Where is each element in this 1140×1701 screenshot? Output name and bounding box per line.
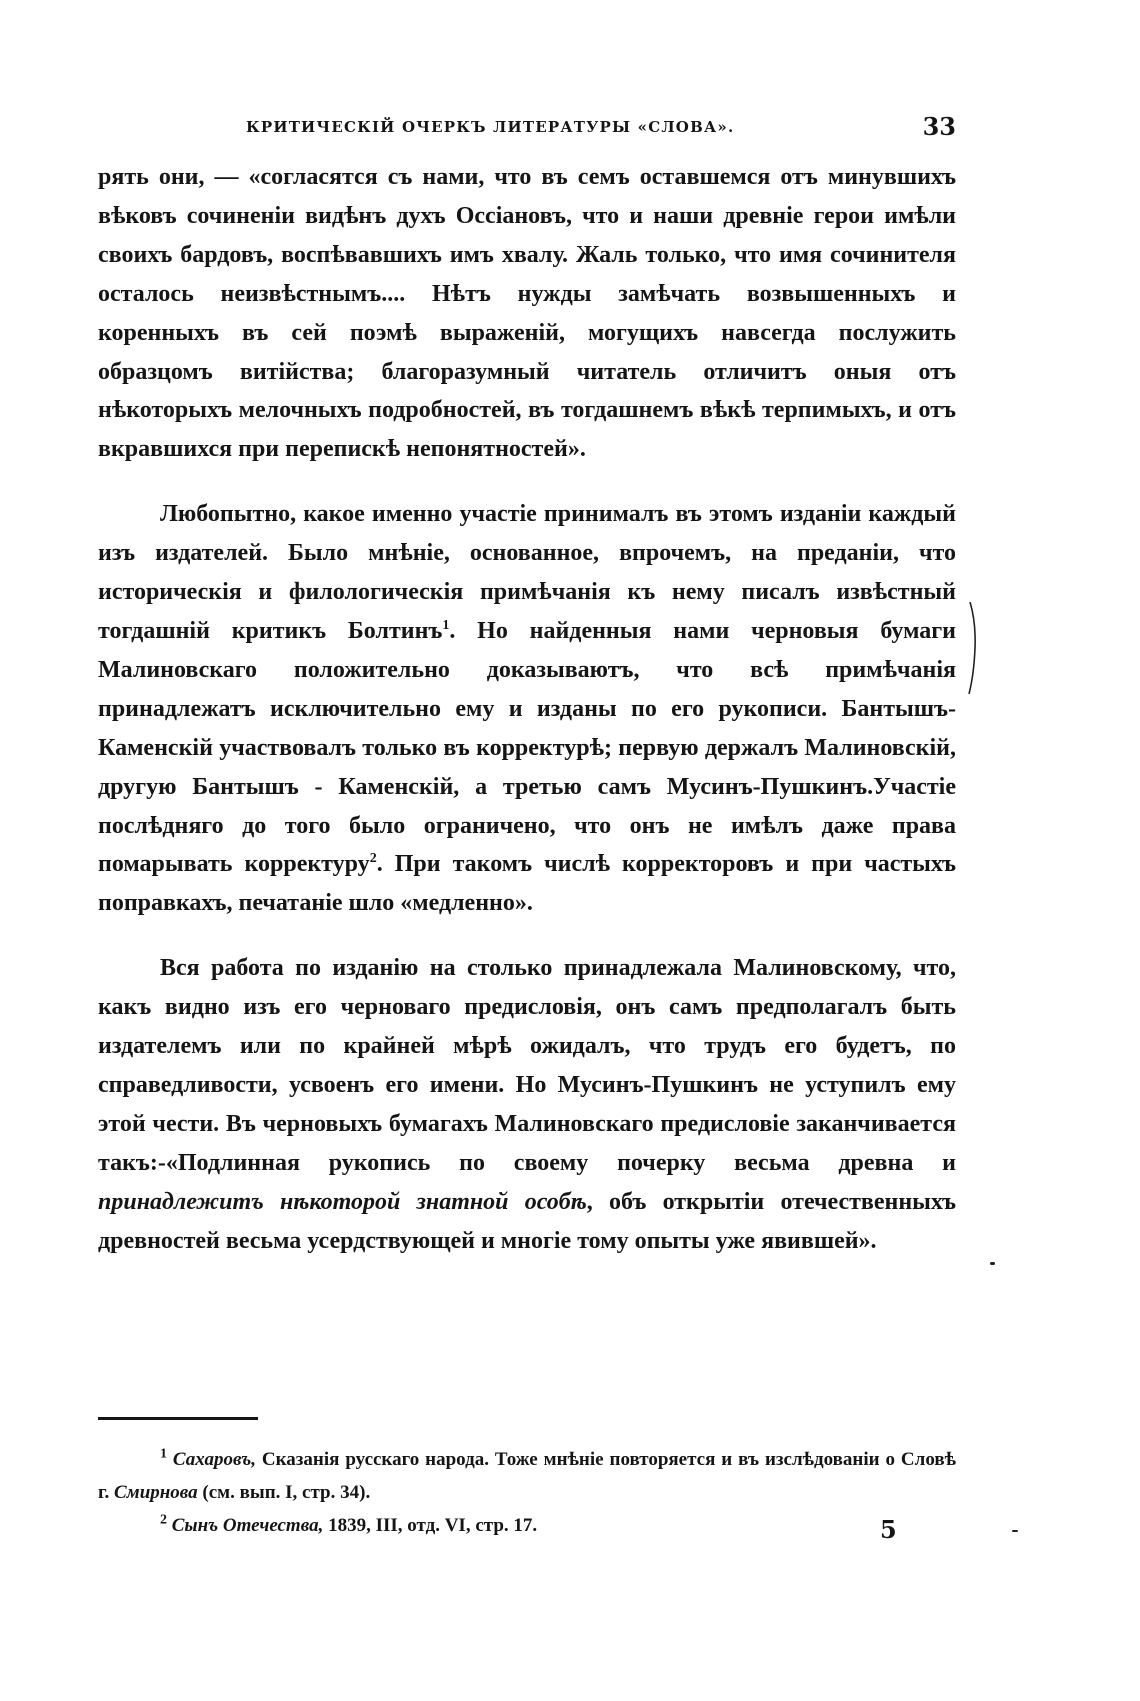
- paragraph-2: [98, 495, 956, 923]
- footnotes: [98, 1443, 956, 1542]
- footnote-1-marker: 1: [160, 1446, 167, 1462]
- footnote-2-marker: 2: [160, 1512, 167, 1528]
- footnote-1-author-2: Смирнова: [114, 1482, 198, 1503]
- footnote-1-author: Сахаровъ,: [172, 1449, 256, 1470]
- footnote-2-journal: Сынъ Отечества,: [171, 1515, 324, 1536]
- footnote-1-text-a: Сказанія русскаго народа. Тоже мнѣніе повторяется и въ изслѣдованіи о Словѣ г.: [98, 1449, 957, 1503]
- paragraph-3-italic-quote: принадлежитъ нѣкоторой знатной особѣ: [98, 1188, 587, 1215]
- footnote-2-text: 1839, III, отд. VI, стр. 17.: [323, 1515, 538, 1536]
- paragraph-1-text: рять они, — «согласятся съ нами, что въ семъ оставшемся отъ минувшихъ вѣковъ сочиненіи видѣнъ духъ Оссіановъ, что и наши древніе герои имѣли своихъ бардовъ, воспѣвавшихъ имъ хвалу. Жаль только, что имя сочинителя осталось неизвѣстнымъ.... Нѣтъ нужды замѣчать возвышенныхъ и коренныхъ въ сей поэмѣ выраженій, могущихъ навсегда послужить образцомъ витійства; благоразумный читатель отличитъ оныя отъ нѣкоторыхъ мелочныхъ подробностей, въ тогдашнемъ вѣкѣ терпимыхъ, и отъ вкравшихся при перепискѣ непонятностей».: [98, 164, 956, 463]
- footnote-ref-1: 1: [442, 617, 450, 633]
- footnote-1-text-b: (см. вып. I, стр. 34).: [197, 1482, 371, 1503]
- paragraph-2-text-c: . При такомъ числѣ корректоровъ и при частыхъ поправкахъ, печатаніе шло «медленно».: [98, 851, 956, 917]
- footnote-ref-2: 2: [369, 851, 377, 867]
- paragraph-3: [98, 949, 956, 1260]
- print-speck: [1012, 1530, 1018, 1532]
- body-text: [98, 158, 956, 1286]
- margin-bracket-mark: [968, 602, 978, 694]
- footnote-1: [98, 1443, 956, 1509]
- paragraph-3-text-b: , объ открытіи отечественныхъ древностей весьма усердствующей и многіе тому опыты уже явившей».: [98, 1188, 957, 1254]
- footnote-separator: [98, 1417, 258, 1420]
- footnote-2: [98, 1509, 956, 1542]
- paragraph-3-text-a: Вся работа по изданію на столько принадлежала Малиновскому, что, какъ видно изъ его черноваго предисловія, онъ самъ предполагалъ быть издателемъ или по крайней мѣрѣ ожидалъ, что трудъ его будетъ, по справедливости, усвоенъ его имени. Но Мусинъ-Пушкинъ не уступилъ ему этой чести. Въ черновыхъ бумагахъ Малиновскаго предисловіе заканчивается такъ:-«Подлинная рукопись по своему почерку весьма древна и: [98, 955, 956, 1176]
- page-number: 33: [922, 112, 956, 141]
- paragraph-2-text-b: . Но найденныя нами черновыя бумаги Малиновскаго положительно доказываютъ, что всѣ примѣчанія принадлежатъ исключительно ему и изданы по его рукописи. Бантышъ-Каменскій участвовалъ только въ корректурѣ; первую держалъ Малиновскій, другую Бантышъ - Каменскій, а третью самъ Мусинъ-Пушкинъ.Участіе послѣдняго до того было ограничено, что онъ не имѣлъ даже права помарывать корректуру: [98, 617, 956, 878]
- signature-mark: 5: [880, 1515, 897, 1544]
- paragraph-1: [98, 158, 956, 469]
- print-speck: [990, 1262, 995, 1265]
- paragraph-2-text-a: Любопытно, какое именно участіе принималъ въ этомъ изданіи каждый изъ издателей. Было мнѣніе, основанное, впрочемъ, на преданіи, что историческія и филологическія примѣчанія къ нему писалъ извѣстный тогдашній критикъ Болтинъ: [98, 501, 956, 644]
- running-head-title: КРИТИЧЕСКІЙ ОЧЕРКЪ ЛИТЕРАТУРЫ «СЛОВА».: [246, 118, 735, 136]
- running-header: [98, 112, 956, 142]
